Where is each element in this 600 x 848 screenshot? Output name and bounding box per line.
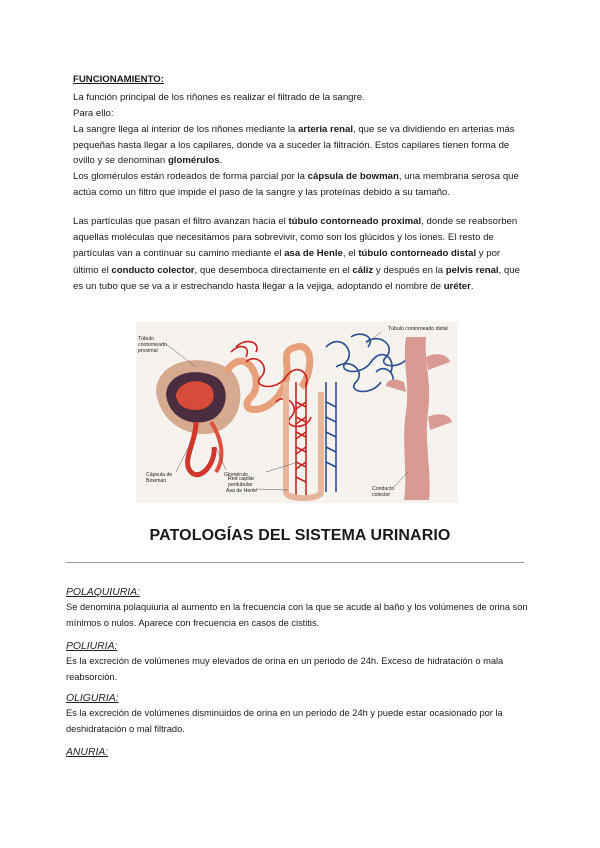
intro-paragraph: La función principal de los riñones es realizar el filtrado de la sangre. bbox=[73, 92, 365, 103]
divider bbox=[66, 562, 524, 563]
term-poliuria: POLIURIA: bbox=[66, 641, 118, 652]
section-heading-funcionamiento: FUNCIONAMIENTO: bbox=[73, 74, 164, 85]
para-ello-label: Para ello: bbox=[73, 108, 114, 119]
paragraph-particulas: Las partículas que pasan el filtro avanzan hacia el túbulo contorneado proximal, donde se reabsorben aquellas moléculas que necesitamos para sobrevivir, como son los glúcidos y los iones. El resto de partículas van a continuar su camino mediante el asa de Henle, el túbulo contorneado distal y por último el conducto colector, que desemboca directamente en el cáliz y después en la pelvis renal, que es un tubo que se va a ir estrechando hasta llegar a la vejiga, adoptando el nombre de uréter. bbox=[73, 216, 520, 292]
label-red-capilar: Red capilar peritubular bbox=[228, 476, 255, 488]
label-proximal: Túbulo contorneado proximal bbox=[138, 336, 167, 354]
label-bowman: Cápsula de Bowman bbox=[146, 472, 173, 484]
paragraph-sangre: La sangre llega al interior de los riñones mediante la arteria renal, que se va dividiendo en arterias más pequeñas hasta llegar a los capilares, donde va a suceder la filtración. Estos capilares tienen forma de ovillo y se denominan glomérulos. bbox=[73, 124, 515, 167]
section-title-patologias: PATOLOGÍAS DEL SISTEMA URINARIO bbox=[149, 527, 451, 544]
label-asa: Asa de Henle bbox=[226, 488, 258, 494]
def-poliuria: Es la excreción de volúmenes muy elevados de orina en un periodo de 24h. Exceso de hidratación o mala reabsorción. bbox=[66, 656, 504, 682]
term-oliguria: OLIGURIA: bbox=[66, 693, 119, 704]
term-polaquiuria: POLAQUIURIA: bbox=[66, 587, 140, 598]
term-anuria: ANURIA: bbox=[66, 747, 109, 758]
nephron-drawing bbox=[136, 322, 458, 503]
label-colector: Conducto colector bbox=[372, 486, 395, 498]
collecting-duct-shape bbox=[404, 337, 430, 500]
label-distal: Túbulo contorneado distal bbox=[388, 326, 448, 332]
label-glomerulo: Glomérulo bbox=[224, 472, 248, 478]
def-oliguria: Es la excreción de volúmenes disminuidos de orina en un periodo de 24h y puede estar ocasionado por la deshidratación o mal filtrado. bbox=[66, 708, 503, 734]
nephron-illustration bbox=[136, 322, 458, 503]
def-polaquiuria: Se denomina polaquiuria al aumento en la frecuencia con la que se acude al baño y los volúmenes de orina son mínimos o nulos. Aparece con frecuencia en casos de cistitis. bbox=[66, 602, 528, 628]
paragraph-glomerulos: Los glomérulos están rodeados de forma parcial por la cápsula de bowman, una membrana serosa que actúa como un filtro que impide el paso de la sangre y las proteínas debido a su tamaño. bbox=[73, 171, 519, 198]
